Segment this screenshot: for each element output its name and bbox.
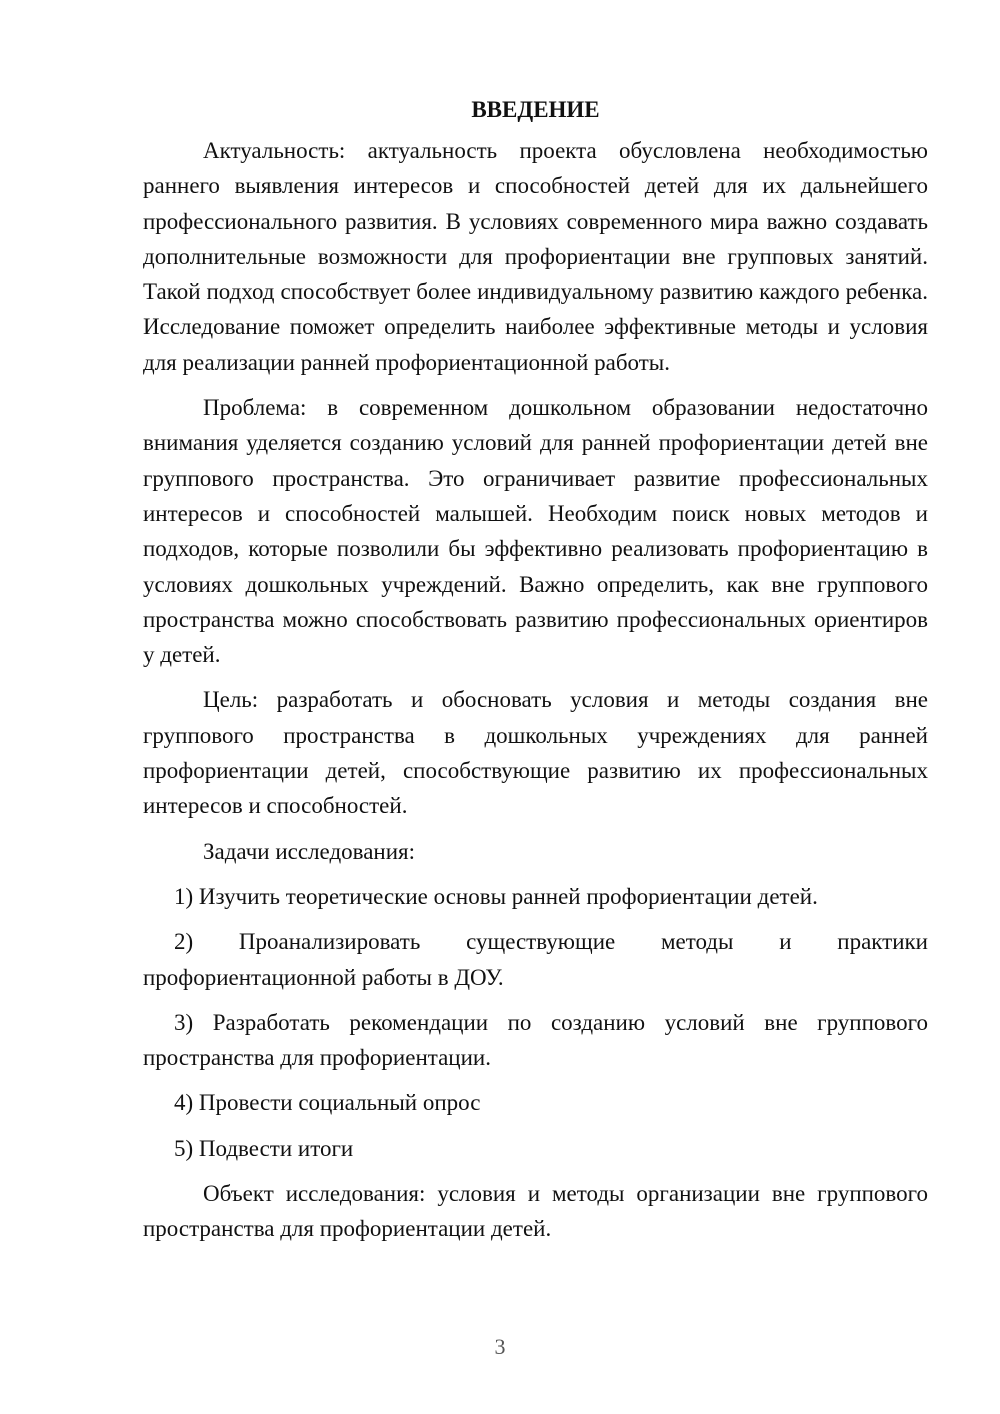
paragraph-goal: Цель: разработать и обосновать условия и методы создания вне группового пространства в дошкольных учреждениях для ранней профориентации детей, способствующие развитию их профессиональных интересов и способностей.	[143, 687, 928, 819]
page-content	[143, 92, 928, 1257]
task-item: 3) Разработать рекомендации по созданию условий вне группового пространства для профориентации.	[143, 1009, 928, 1071]
paragraph-object: Объект исследования: условия и методы организации вне группового пространства для профориентации детей.	[143, 1181, 928, 1242]
task-item: 2) Проанализировать существующие методы и практики профориентационной работы в ДОУ.	[143, 929, 928, 990]
paragraph-relevance: Актуальность: актуальность проекта обусловлена необходимостью раннего выявления интересов и способностей детей для их дальнейшего профессионального развития. В условиях современного мира важно создавать дополнительные возможности для профориентации вне групповых занятий. Такой подход способствует более индивидуальному развитию каждого ребенка. Исследование поможет определить наиболее эффективные методы и условия для реализации ранней профориентационной работы.	[143, 138, 928, 375]
paragraph-problem: Проблема: в современном дошкольном образовании недостаточно внимания уделяется созданию условий для ранней профориентации детей вне группового пространства. Это ограничивает развитие профессиональных интересов и способностей малышей. Необходим поиск новых методов и подходов, которые позволили бы эффективно реализовать профориентацию в условиях дошкольных учреждений. Важно определить, как вне группового пространства можно способствовать развитию профессиональных ориентиров у детей.	[143, 395, 928, 668]
section-title: ВВЕДЕНИЕ	[471, 97, 600, 122]
tasks-heading: Задачи исследования:	[203, 838, 416, 864]
task-item: 4) Провести социальный опрос	[174, 1090, 481, 1116]
task-item: 1) Изучить теоретические основы ранней профориентации детей.	[174, 883, 818, 909]
task-item: 5) Подвести итоги	[174, 1135, 354, 1161]
page-number: 3	[494, 1334, 506, 1359]
